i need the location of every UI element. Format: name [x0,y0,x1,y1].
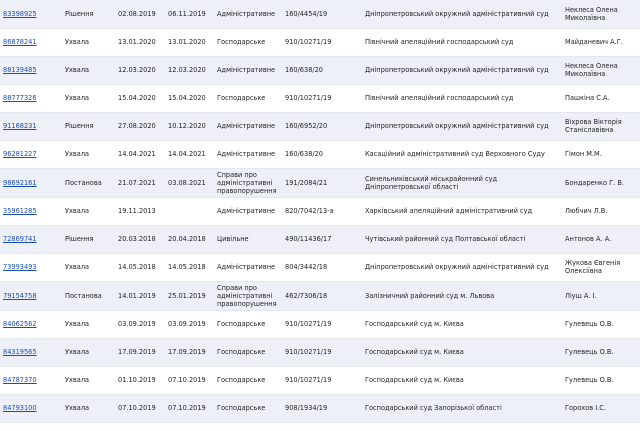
decision-form-cell: Постанова [62,168,115,197]
judge-cell: Неклеса Олена Миколаївна [562,0,640,28]
decision-id-cell [0,197,62,225]
adoption-date-cell: 14.04.2021 [115,140,165,168]
judge-cell: Ліуш А. І. [562,281,640,310]
decision-id-cell [0,112,62,140]
adoption-date-cell: 14.01.2019 [115,281,165,310]
adoption-date-cell: 20.03.2018 [115,225,165,253]
adoption-date-cell: 17.09.2019 [115,338,165,366]
court-name-cell: Залізничний районний суд м. Львова [362,281,562,310]
adoption-date-cell: 02.08.2019 [115,0,165,28]
decision-link[interactable]: 88777326 [3,94,37,102]
decision-link[interactable]: 88139485 [3,66,37,74]
jurisdiction-cell: Господарське [214,28,282,56]
decision-form-cell: Ухвала [62,310,115,338]
decision-link[interactable]: 84062562 [3,320,37,328]
decision-form-cell: Ухвала [62,338,115,366]
judge-cell: Жукова Євгенія Олексіївна [562,253,640,281]
judge-cell: Пашкіна С.А. [562,84,640,112]
case-number-cell: 910/10271/19 [282,28,362,56]
court-name-cell: Дніпропетровський окружний адміністративний суд [362,253,562,281]
jurisdiction-cell: Справи про адміністративні правопорушення [214,168,282,197]
judge-cell: Гімон М.М. [562,140,640,168]
adoption-date-cell: 15.04.2020 [115,84,165,112]
registration-date-cell: 10.12.2020 [165,112,214,140]
registration-date-cell: 13.01.2020 [165,28,214,56]
decision-form-cell: Ухвала [62,366,115,394]
decision-link[interactable]: 84787370 [3,376,37,384]
judge-cell: Горохов І.С. [562,394,640,422]
registration-date-cell [165,197,214,225]
case-number-cell: 804/3442/18 [282,253,362,281]
case-number-cell: 160/4454/19 [282,0,362,28]
adoption-date-cell: 19.11.2013 [115,197,165,225]
decision-form-cell: Ухвала [62,28,115,56]
case-number-cell: 910/10271/19 [282,84,362,112]
table-row [0,112,640,140]
court-name-cell: Господарський суд м. Києва [362,338,562,366]
court-name-cell: Дніпропетровський окружний адміністративний суд [362,56,562,84]
jurisdiction-cell: Господарське [214,366,282,394]
table-row [0,253,640,281]
registration-date-cell: 03.08.2021 [165,168,214,197]
registration-date-cell: 07.10.2019 [165,366,214,394]
decision-id-cell [0,338,62,366]
decision-id-cell [0,28,62,56]
adoption-date-cell: 03.09.2019 [115,310,165,338]
court-name-cell: Касаційний адміністративний суд Верховного Суду [362,140,562,168]
registration-date-cell: 25.01.2019 [165,281,214,310]
decision-link[interactable]: 79154758 [3,291,37,300]
court-name-cell: Дніпропетровський окружний адміністративний суд [362,0,562,28]
case-number-cell: 908/1934/19 [282,394,362,422]
court-name-cell: Північний апеляційний господарський суд [362,84,562,112]
table-row [0,225,640,253]
decision-link[interactable]: 84319565 [3,348,37,356]
registration-date-cell: 03.09.2019 [165,310,214,338]
table-row [0,338,640,366]
case-number-cell: 910/10271/19 [282,338,362,366]
jurisdiction-cell: Господарське [214,310,282,338]
judge-cell: Гулевець О.В. [562,310,640,338]
judge-cell: Гулевець О.В. [562,366,640,394]
case-number-cell: 462/7306/18 [282,281,362,310]
decision-link[interactable]: 73993493 [3,263,37,271]
court-name-cell: Господарський суд Запорізької області [362,394,562,422]
jurisdiction-cell: Адміністративне [214,253,282,281]
decision-id-cell [0,394,62,422]
decision-id-cell [0,140,62,168]
case-number-cell: 910/10271/19 [282,310,362,338]
table-row [0,84,640,112]
table-row [0,56,640,84]
decision-id-cell [0,84,62,112]
decision-id-cell [0,366,62,394]
table-row [0,28,640,56]
decision-id-cell [0,168,62,197]
decision-link[interactable]: 35961285 [3,207,37,215]
jurisdiction-cell: Адміністративне [214,56,282,84]
adoption-date-cell: 13.01.2020 [115,28,165,56]
court-name-cell: Господарський суд м. Києва [362,366,562,394]
judge-cell: Майданевич А.Г. [562,28,640,56]
adoption-date-cell: 07.10.2019 [115,394,165,422]
decision-form-cell: Постанова [62,281,115,310]
decision-link[interactable]: 72869741 [3,235,37,243]
decision-form-cell: Ухвала [62,253,115,281]
judge-cell: Антонов А. А. [562,225,640,253]
decision-link[interactable]: 98692161 [3,178,37,187]
decision-form-cell: Ухвала [62,84,115,112]
jurisdiction-cell: Адміністративне [214,140,282,168]
decision-form-cell: Ухвала [62,394,115,422]
registration-date-cell: 07.10.2019 [165,394,214,422]
judge-cell: Бондаренко Г. В. [562,168,640,197]
jurisdiction-cell: Адміністративне [214,197,282,225]
table-row [0,281,640,310]
court-name-cell: Харківський апеляційний адміністративний суд [362,197,562,225]
jurisdiction-cell: Господарське [214,338,282,366]
case-number-cell: 191/2084/21 [282,168,362,197]
adoption-date-cell: 27.08.2020 [115,112,165,140]
case-number-cell: 160/638/20 [282,140,362,168]
registration-date-cell: 14.05.2018 [165,253,214,281]
table-row [0,394,640,422]
decision-link[interactable]: 86878241 [3,38,37,46]
case-number-cell: 490/11436/17 [282,225,362,253]
decision-form-cell: Ухвала [62,140,115,168]
judge-cell: Гулевець О.В. [562,338,640,366]
table-row [0,366,640,394]
decision-id-cell [0,253,62,281]
decision-form-cell: Рішення [62,0,115,28]
jurisdiction-cell: Адміністративне [214,112,282,140]
jurisdiction-cell: Цивільне [214,225,282,253]
jurisdiction-cell: Господарське [214,84,282,112]
court-name-cell: Синельниківський міськрайонний суд Дніпропетровської області [362,168,562,197]
court-name-cell: Господарський суд м. Києва [362,310,562,338]
decision-form-cell: Рішення [62,112,115,140]
decision-id-cell [0,281,62,310]
court-name-cell: Дніпропетровський окружний адміністративний суд [362,112,562,140]
registration-date-cell: 20.04.2018 [165,225,214,253]
decision-link[interactable]: 91168231 [3,122,37,130]
jurisdiction-cell: Адміністративне [214,0,282,28]
table-row [0,168,640,197]
decision-link[interactable]: 83398925 [3,9,37,18]
case-number-cell: 160/6952/20 [282,112,362,140]
registration-date-cell: 15.04.2020 [165,84,214,112]
registration-date-cell: 14.04.2021 [165,140,214,168]
table-row [0,140,640,168]
table-row [0,310,640,338]
registration-date-cell: 12.03.2020 [165,56,214,84]
decision-id-cell [0,225,62,253]
decision-id-cell [0,56,62,84]
registration-date-cell: 17.09.2019 [165,338,214,366]
judge-cell: Віхрова Вікторія Станіславівна [562,112,640,140]
case-number-cell: 910/10271/19 [282,366,362,394]
case-number-cell: 820/7042/13-а [282,197,362,225]
court-name-cell: Чутівський районний суд Полтавської області [362,225,562,253]
adoption-date-cell: 12.03.2020 [115,56,165,84]
table-row [0,0,640,28]
case-number-cell: 160/638/20 [282,56,362,84]
registration-date-cell: 06.11.2019 [165,0,214,28]
adoption-date-cell: 01.10.2019 [115,366,165,394]
decision-form-cell: Рішення [62,225,115,253]
decision-id-cell [0,310,62,338]
table-row [0,197,640,225]
decision-id-cell [0,0,62,28]
adoption-date-cell: 21.07.2021 [115,168,165,197]
judge-cell: Любчич Л.В. [562,197,640,225]
judge-cell: Неклеса Олена Миколаївна [562,56,640,84]
court-name-cell: Північний апеляційний господарський суд [362,28,562,56]
decision-form-cell: Ухвала [62,197,115,225]
decision-link[interactable]: 84793100 [3,404,37,412]
jurisdiction-cell: Справи про адміністративні правопорушення [214,281,282,310]
decision-link[interactable]: 96281227 [3,150,37,158]
decision-form-cell: Ухвала [62,56,115,84]
jurisdiction-cell: Господарське [214,394,282,422]
adoption-date-cell: 14.05.2018 [115,253,165,281]
